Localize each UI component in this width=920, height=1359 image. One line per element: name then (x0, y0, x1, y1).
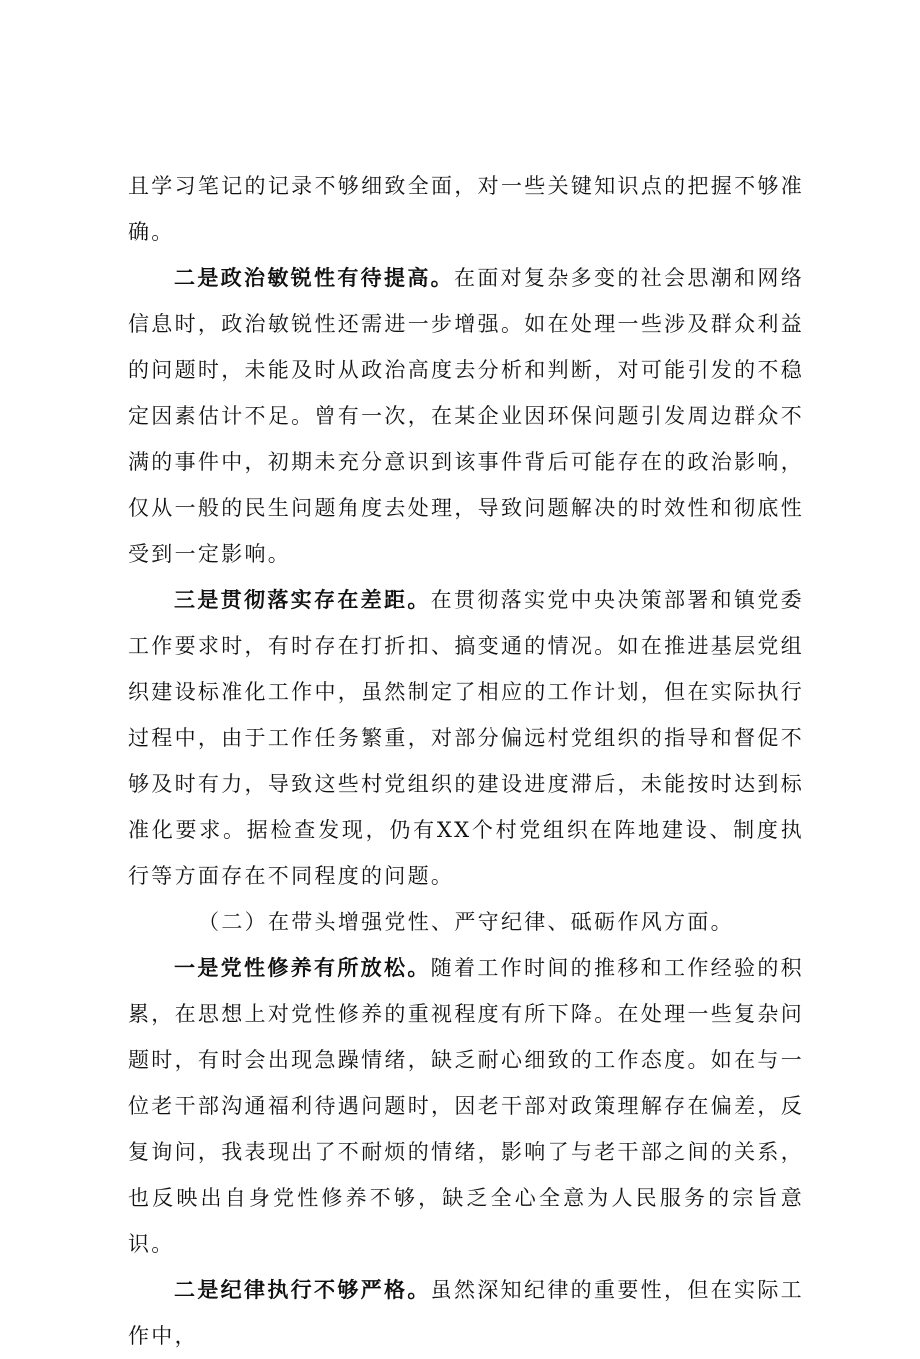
paragraph-lead: 二是纪律执行不够严格。 (174, 1277, 431, 1302)
paragraph-lead: 一是党性修养有所放松。 (174, 955, 431, 980)
paragraph-lead: 三是贯彻落实存在差距。 (174, 587, 431, 612)
paragraph-continuation (128, 163, 804, 255)
paragraph-implementation-gap (128, 577, 804, 899)
paragraph-text: 且学习笔记的记录不够细致全面，对一些关键知识点的把握不够准确。 (128, 174, 804, 244)
paragraph-discipline (128, 1267, 804, 1359)
paragraph-text: 虽然深知纪律的重要性，但在实际工作中， (128, 1278, 804, 1348)
paragraph-text: 在贯彻落实党中央决策部署和镇党委工作要求时，有时存在打折扣、搞变通的情况。如在推进基层党组织建设标准化工作中，虽然制定了相应的工作计划，但在实际执行过程中，由于工作任务繁重，对部分偏远村党组织的指导和督促不够及时有力，导致这些村党组织的建设进度滞后，未能按时达到标准化要求。据检查发现，仍有XX个村党组织在阵地建设、制度执行等方面存在不同程度的问题。 (128, 588, 804, 888)
paragraph-text: 随着工作时间的推移和工作经验的积累，在思想上对党性修养的重视程度有所下降。在处理一些复杂问题时，有时会出现急躁情绪，缺乏耐心细致的工作态度。如在与一位老干部沟通福利待遇问题时，因老干部对政策理解存在偏差，反复询问，我表现出了不耐烦的情绪，影响了与老干部之间的关系，也反映出自身党性修养不够，缺乏全心全意为人民服务的宗旨意识。 (128, 956, 804, 1256)
document-body (128, 163, 804, 1359)
paragraph-political-sensitivity (128, 255, 804, 577)
paragraph-text: 在面对复杂多变的社会思潮和网络信息时，政治敏锐性还需进一步增强。如在处理一些涉及群众利益的问题时，未能及时从政治高度去分析和判断，对可能引发的不稳定因素估计不足。曾有一次，在某企业因环保问题引发周边群众不满的事件中，初期未充分意识到该事件背后可能存在的政治影响，仅从一般的民生问题角度去处理，导致问题解决的时效性和彻底性受到一定影响。 (128, 266, 804, 566)
paragraph-party-spirit (128, 945, 804, 1267)
section-heading: （二）在带头增强党性、严守纪律、砥砺作风方面。 (198, 910, 734, 934)
paragraph-lead: 二是政治敏锐性有待提高。 (174, 265, 455, 290)
